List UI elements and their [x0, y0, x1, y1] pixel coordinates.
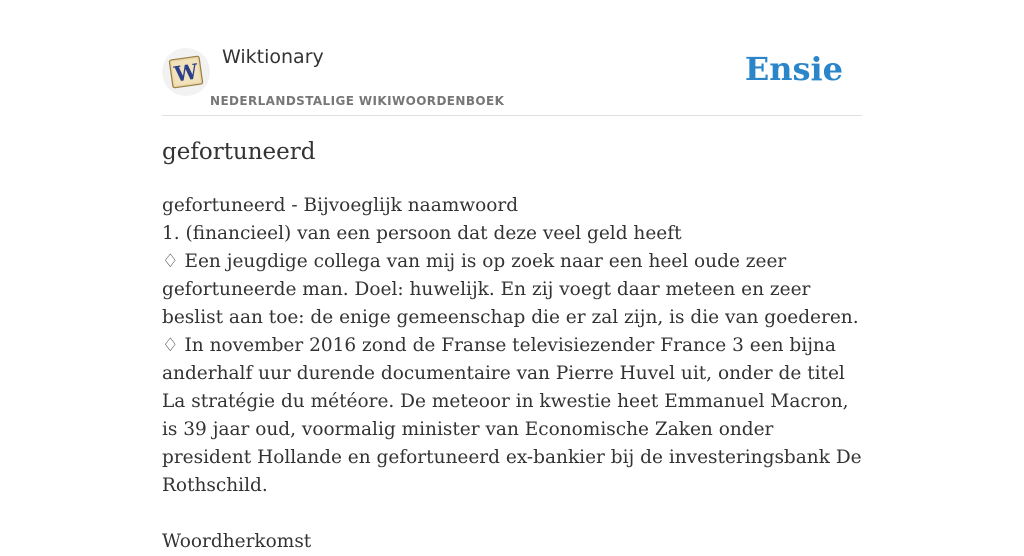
entry-part-of-speech: gefortuneerd - Bijvoeglijk naamwoord	[162, 195, 519, 216]
entry-definition: 1. (financieel) van een persoon dat deze veel geld heeft	[162, 223, 682, 244]
entry-example-2: ♢ In november 2016 zond de Franse televisiezender France 3 een bijna anderhalf uur durende documentaire van Pierre Huvel uit, onder de titel La stratégie du météore. De meteoor in kwestie heet Emmanuel Macron, is 39 jaar oud, voormalig minister van Economische Zaken onder president Hollande en gefortuneerd ex-bankier bij de investeringsbank De Rothschild.	[162, 335, 862, 496]
ensie-brand-logo[interactable]: Ensie	[744, 50, 843, 88]
wiktionary-logo[interactable]	[162, 48, 210, 96]
logo-letter: W	[172, 58, 200, 87]
entry-example-1: ♢ Een jeugdige collega van mij is op zoek naar een heel oude zeer gefortuneerde man. Doel: huwelijk. En zij voegt daar meteen en zeer beslist aan toe: de enige gemeenschap die er zal zijn, is die van goederen.	[162, 251, 859, 328]
site-subtitle: NEDERLANDSTALIGE WIKIWOORDENBOEK	[210, 94, 505, 108]
content-spacer	[162, 500, 867, 528]
section-heading-woordherkomst: Woordherkomst	[162, 531, 312, 552]
entry-content	[162, 192, 867, 556]
header-divider	[162, 115, 862, 116]
entry-title: gefortuneerd	[162, 139, 316, 165]
site-name[interactable]: Wiktionary	[222, 46, 324, 68]
